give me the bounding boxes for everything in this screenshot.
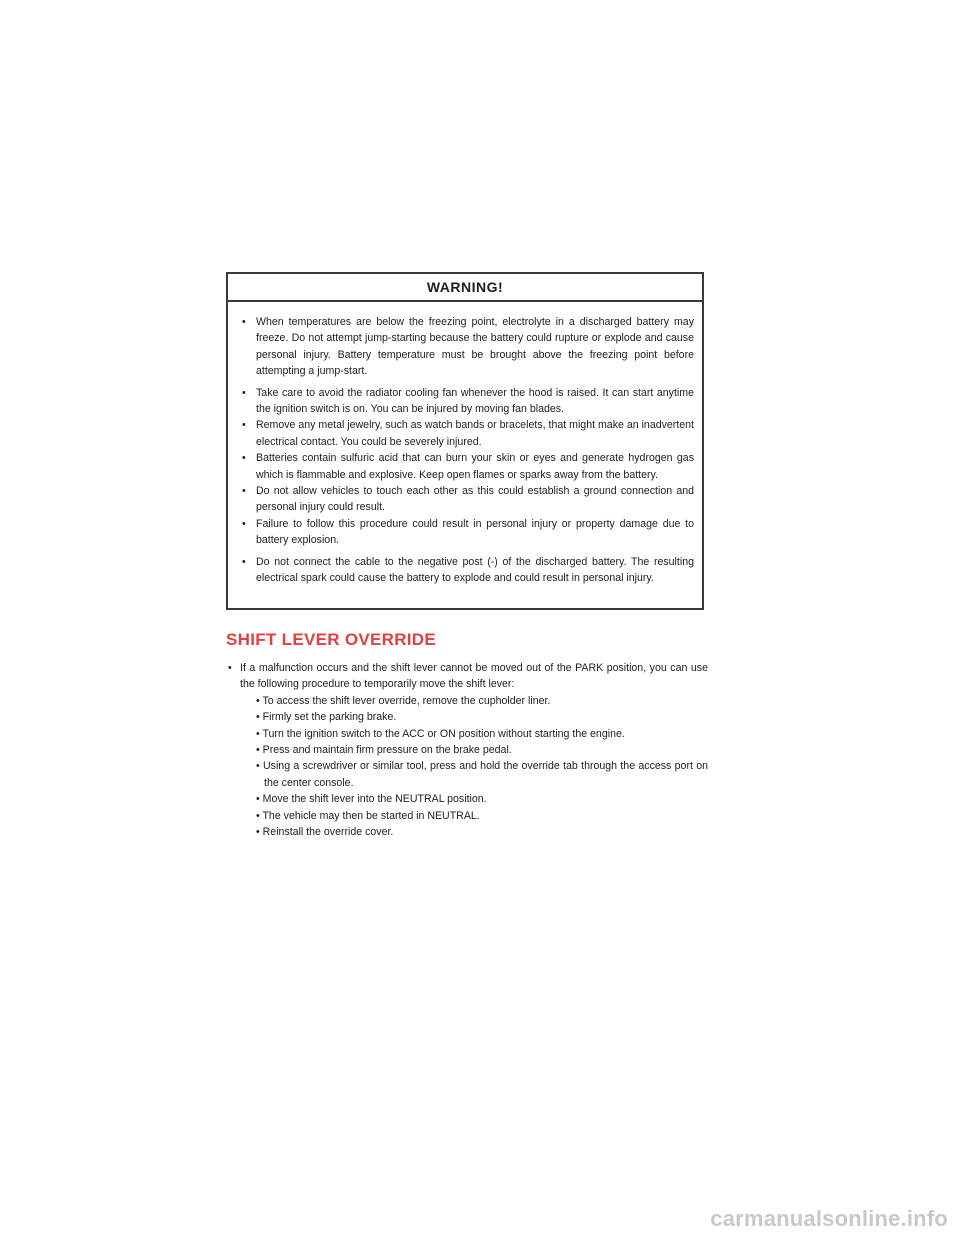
procedure-steps <box>240 693 708 841</box>
warning-item: • When temperatures are below the freezing point, electrolyte in a discharged battery may freeze. Do not attempt jump-starting because the battery could rupture or explode and cause personal injury. Battery temperature must be brought above the freezing point before attempting a jump-start. <box>242 314 694 380</box>
procedure-step: • Using a screwdriver or similar tool, press and hold the override tab through the access port on the center console. <box>256 760 708 789</box>
watermark-text: carmanualsonline.info <box>710 1206 948 1231</box>
procedure-step: • Turn the ignition switch to the ACC or ON position without starting the engine. <box>256 727 625 740</box>
warning-box <box>226 272 704 610</box>
warning-item: • Failure to follow this procedure could result in personal injury or property damage due to battery explosion. <box>242 516 694 549</box>
warning-item: • Batteries contain sulfuric acid that can burn your skin or eyes and generate hydrogen gas which is flammable and explosive. Keep open flames or sparks away from the battery. <box>242 450 694 483</box>
procedure-step: • Firmly set the parking brake. <box>256 711 397 724</box>
warning-list <box>228 302 702 587</box>
procedure-step: • To access the shift lever override, remove the cupholder liner. <box>256 694 551 707</box>
procedure-intro <box>226 660 708 840</box>
warning-item: • Do not connect the cable to the negative post (-) of the discharged battery. The resulting electrical spark could cause the battery to explode and could result in personal injury. <box>242 554 694 587</box>
warning-item: • Take care to avoid the radiator cooling fan whenever the hood is raised. It can start anytime the ignition switch is on. You can be injured by moving fan blades. <box>242 385 694 418</box>
warning-item: • Do not allow vehicles to touch each other as this could establish a ground connection and personal injury could result. <box>242 483 694 516</box>
warning-title: WARNING! <box>228 274 702 302</box>
procedure-list <box>226 660 708 840</box>
warning-item: • Remove any metal jewelry, such as watch bands or bracelets, that might make an inadvertent electrical contact. You could be severely injured. <box>242 417 694 450</box>
section-title: SHIFT LEVER OVERRIDE <box>226 630 437 649</box>
procedure-step: • The vehicle may then be started in NEUTRAL. <box>256 809 480 822</box>
procedure-step: • Press and maintain firm pressure on the brake pedal. <box>256 744 512 757</box>
procedure-step: • Move the shift lever into the NEUTRAL position. <box>256 793 487 806</box>
procedure-intro-text: If a malfunction occurs and the shift lever cannot be moved out of the PARK position, you can use the following procedure to temporarily move the shift lever: <box>240 662 708 691</box>
procedure-step: • Reinstall the override cover. <box>256 826 394 839</box>
